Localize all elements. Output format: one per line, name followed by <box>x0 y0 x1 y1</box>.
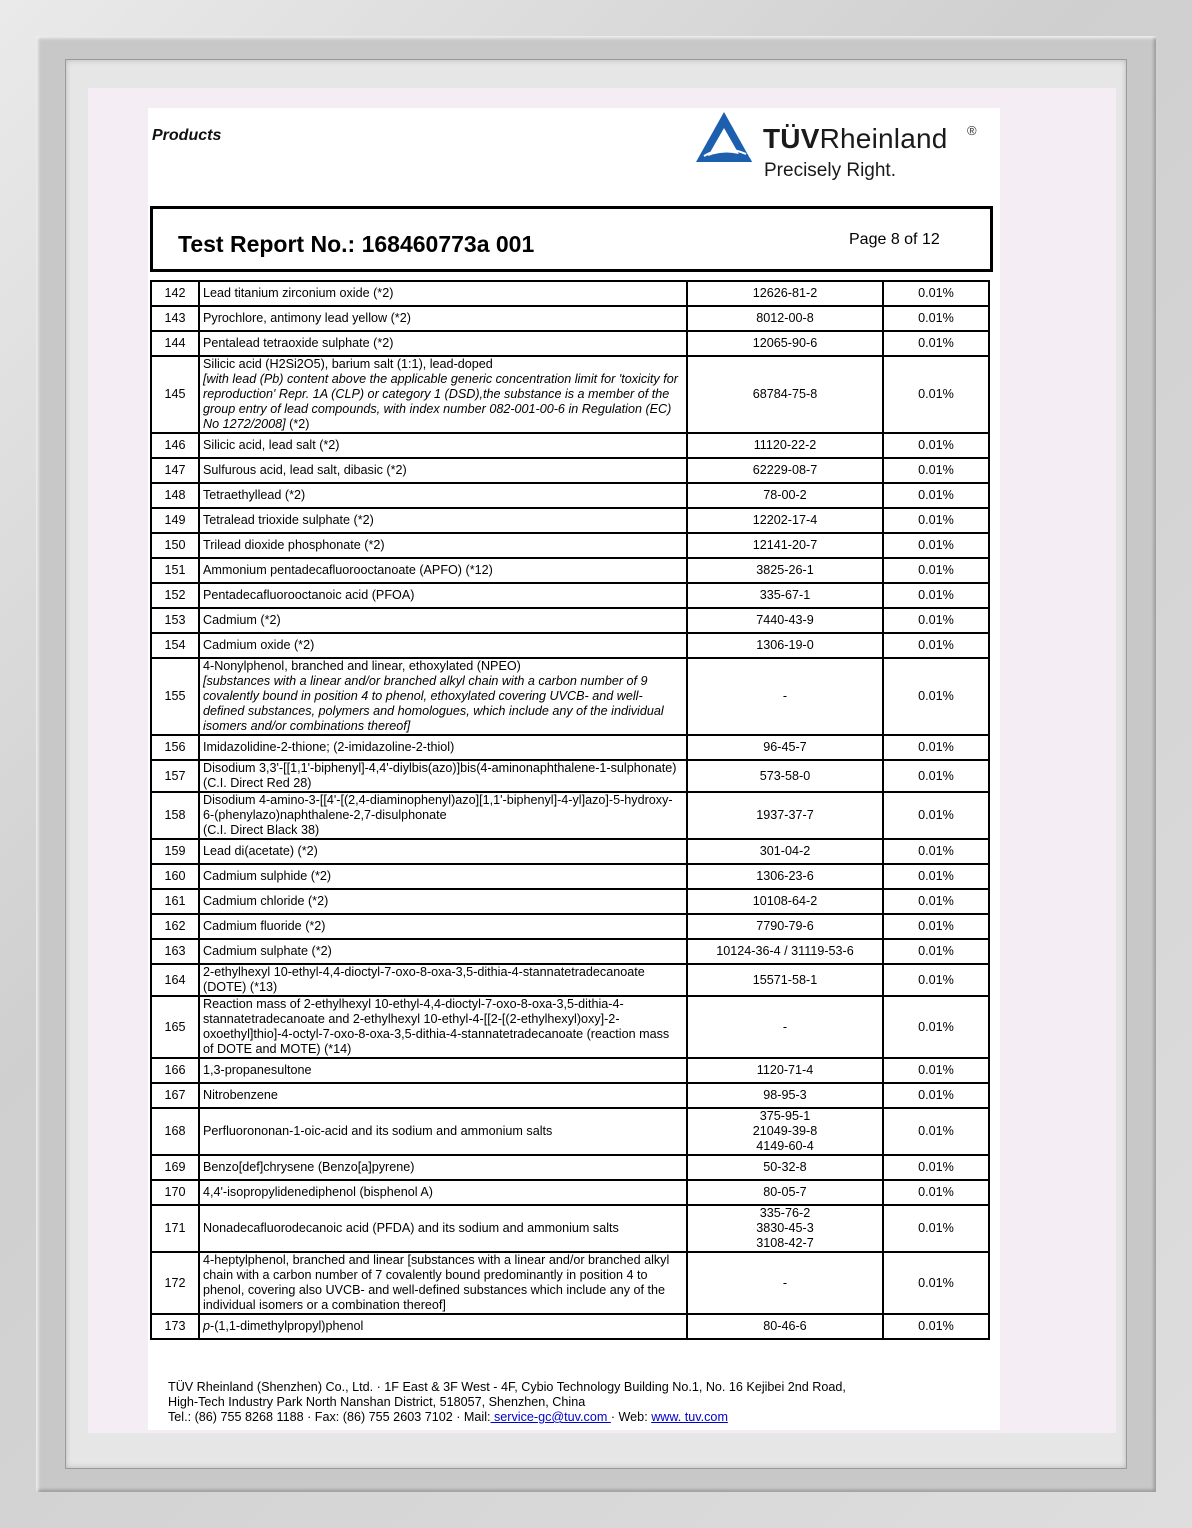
row-number: 146 <box>151 433 199 458</box>
limit-value: 0.01% <box>883 608 989 633</box>
row-number: 157 <box>151 760 199 792</box>
cas-number: 12065-90-6 <box>687 331 883 356</box>
table-row <box>151 1083 989 1108</box>
substance-name: Silicic acid, lead salt (*2) <box>199 433 687 458</box>
row-number: 145 <box>151 356 199 433</box>
substance-name: 2-ethylhexyl 10-ethyl-4,4-dioctyl-7-oxo-8-oxa-3,5-dithia-4-stannatetradecanoate (DOTE) (*13) <box>199 964 687 996</box>
limit-value: 0.01% <box>883 331 989 356</box>
substance-name: Trilead dioxide phosphonate (*2) <box>199 533 687 558</box>
cas-number: 1306-19-0 <box>687 633 883 658</box>
cas-number: 573-58-0 <box>687 760 883 792</box>
web-link[interactable]: www. tuv.com <box>651 1410 728 1424</box>
row-number: 143 <box>151 306 199 331</box>
substance-name: 4-heptylphenol, branched and linear [substances with a linear and/or branched alkyl chain with a carbon number of 7 covalently bound predominantly in position 4 to phenol, covering also UVCB- and well-defined substances which include any of the individual isomers or a combination thereof] <box>199 1252 687 1314</box>
cas-number: 80-05-7 <box>687 1180 883 1205</box>
row-number: 170 <box>151 1180 199 1205</box>
table-row <box>151 1155 989 1180</box>
cas-number: 10108-64-2 <box>687 889 883 914</box>
table-row <box>151 1252 989 1314</box>
table-row <box>151 839 989 864</box>
document-page <box>148 108 1000 1430</box>
cas-number: 3825-26-1 <box>687 558 883 583</box>
table-row <box>151 608 989 633</box>
row-number: 142 <box>151 281 199 306</box>
limit-value: 0.01% <box>883 1108 989 1155</box>
substance-name: 4-Nonylphenol, branched and linear, ethoxylated (NPEO) [substances with a linear and/or branched alkyl chain with a carbon number of 9 covalently bound in position 4 to phenol, ethoxylated covering UVCB- and well-defined substances, polymers and homologues, which include any of the individual isomers and/or combinations thereof] <box>199 658 687 735</box>
cas-number: 12141-20-7 <box>687 533 883 558</box>
substance-name: Imidazolidine-2-thione; (2-imidazoline-2-thiol) <box>199 735 687 760</box>
substance-name: Pyrochlore, antimony lead yellow (*2) <box>199 306 687 331</box>
cas-number: 8012-00-8 <box>687 306 883 331</box>
substance-name: p-(1,1-dimethylpropyl)phenol <box>199 1314 687 1339</box>
limit-value: 0.01% <box>883 458 989 483</box>
substance-name: Lead titanium zirconium oxide (*2) <box>199 281 687 306</box>
limit-value: 0.01% <box>883 792 989 839</box>
limit-value: 0.01% <box>883 964 989 996</box>
cas-number: 301-04-2 <box>687 839 883 864</box>
table-row <box>151 558 989 583</box>
table-row <box>151 583 989 608</box>
substance-name: Tetraethyllead (*2) <box>199 483 687 508</box>
substance-name: Tetralead trioxide sulphate (*2) <box>199 508 687 533</box>
table-row <box>151 996 989 1058</box>
row-number: 147 <box>151 458 199 483</box>
table-row <box>151 889 989 914</box>
substance-name: Disodium 4-amino-3-[[4'-[(2,4-diaminophenyl)azo][1,1'-biphenyl]-4-yl]azo]-5-hydroxy-6-(phenylazo)naphthalene-2,7-disulphonate (C.I. Direct Black 38) <box>199 792 687 839</box>
table-row <box>151 633 989 658</box>
cas-number: 78-00-2 <box>687 483 883 508</box>
substance-name: 1,3-propanesultone <box>199 1058 687 1083</box>
row-number: 169 <box>151 1155 199 1180</box>
table-row <box>151 864 989 889</box>
substance-name: Lead di(acetate) (*2) <box>199 839 687 864</box>
limit-value: 0.01% <box>883 1058 989 1083</box>
substance-name: Cadmium (*2) <box>199 608 687 633</box>
cas-number: 10124-36-4 / 31119-53-6 <box>687 939 883 964</box>
cas-number: - <box>687 996 883 1058</box>
cas-number: 1306-23-6 <box>687 864 883 889</box>
substance-name: Reaction mass of 2-ethylhexyl 10-ethyl-4,4-dioctyl-7-oxo-8-oxa-3,5-dithia-4-stannatetradecanoate and 2-ethylhexyl 10-ethyl-4-[[2-[(2-ethylhexyl)oxy]-2-oxoethyl]thio]-4-octyl-7-oxo-8-oxa-3,5-dithia-4-stannatetradecanoate (reaction mass of DOTE and MOTE) (*14) <box>199 996 687 1058</box>
table-row <box>151 433 989 458</box>
limit-value: 0.01% <box>883 1252 989 1314</box>
row-number: 158 <box>151 792 199 839</box>
cas-number: 98-95-3 <box>687 1083 883 1108</box>
limit-value: 0.01% <box>883 306 989 331</box>
cas-number: 80-46-6 <box>687 1314 883 1339</box>
row-number: 154 <box>151 633 199 658</box>
row-number: 163 <box>151 939 199 964</box>
logo-tagline: Precisely Right. <box>764 160 896 181</box>
substance-name: Disodium 3,3'-[[1,1'-biphenyl]-4,4'-diylbis(azo)]bis(4-aminonaphthalene-1-sulphonate) (C.I. Direct Red 28) <box>199 760 687 792</box>
cas-number: 50-32-8 <box>687 1155 883 1180</box>
table-row <box>151 1205 989 1252</box>
row-number: 165 <box>151 996 199 1058</box>
table-row <box>151 792 989 839</box>
section-label: Products <box>152 127 222 144</box>
substance-name: Nitrobenzene <box>199 1083 687 1108</box>
table-row <box>151 533 989 558</box>
cas-number: 1937-37-7 <box>687 792 883 839</box>
limit-value: 0.01% <box>883 996 989 1058</box>
row-number: 168 <box>151 1108 199 1155</box>
table-row <box>151 760 989 792</box>
substance-name: Perfluorononan-1-oic-acid and its sodium and ammonium salts <box>199 1108 687 1155</box>
tuv-triangle-icon <box>694 110 754 170</box>
row-number: 153 <box>151 608 199 633</box>
row-number: 148 <box>151 483 199 508</box>
limit-value: 0.01% <box>883 839 989 864</box>
table-row <box>151 356 989 433</box>
substance-table <box>150 280 990 1340</box>
cas-number: 96-45-7 <box>687 735 883 760</box>
substance-name: Cadmium chloride (*2) <box>199 889 687 914</box>
table-row <box>151 483 989 508</box>
table-row <box>151 1058 989 1083</box>
report-title: Test Report No.: 168460773a 001 <box>178 231 535 257</box>
row-number: 159 <box>151 839 199 864</box>
limit-value: 0.01% <box>883 1314 989 1339</box>
limit-value: 0.01% <box>883 281 989 306</box>
table-row <box>151 1314 989 1339</box>
page-footer <box>168 1380 846 1425</box>
row-number: 171 <box>151 1205 199 1252</box>
limit-value: 0.01% <box>883 735 989 760</box>
limit-value: 0.01% <box>883 508 989 533</box>
substance-name: 4,4'-isopropylidenediphenol (bisphenol A) <box>199 1180 687 1205</box>
limit-value: 0.01% <box>883 356 989 433</box>
substance-name: Nonadecafluorodecanoic acid (PFDA) and its sodium and ammonium salts <box>199 1205 687 1252</box>
cas-number: 15571-58-1 <box>687 964 883 996</box>
cas-number: 12202-17-4 <box>687 508 883 533</box>
page-number: Page 8 of 12 <box>849 231 940 248</box>
row-number: 144 <box>151 331 199 356</box>
substance-name: Pentadecafluorooctanoic acid (PFOA) <box>199 583 687 608</box>
cas-number: - <box>687 1252 883 1314</box>
table-row <box>151 939 989 964</box>
cas-number: 68784-75-8 <box>687 356 883 433</box>
row-number: 172 <box>151 1252 199 1314</box>
limit-value: 0.01% <box>883 760 989 792</box>
substance-name: Pentalead tetraoxide sulphate (*2) <box>199 331 687 356</box>
limit-value: 0.01% <box>883 1155 989 1180</box>
cas-number: 7790-79-6 <box>687 914 883 939</box>
substance-name: Cadmium oxide (*2) <box>199 633 687 658</box>
cas-number: 335-67-1 <box>687 583 883 608</box>
substance-name: Benzo[def]chrysene (Benzo[a]pyrene) <box>199 1155 687 1180</box>
substance-name: Cadmium fluoride (*2) <box>199 914 687 939</box>
row-number: 151 <box>151 558 199 583</box>
limit-value: 0.01% <box>883 483 989 508</box>
row-number: 173 <box>151 1314 199 1339</box>
table-row <box>151 964 989 996</box>
limit-value: 0.01% <box>883 889 989 914</box>
limit-value: 0.01% <box>883 1083 989 1108</box>
row-number: 152 <box>151 583 199 608</box>
footer-address-line1: TÜV Rheinland (Shenzhen) Co., Ltd. · 1F East & 3F West - 4F, Cybio Technology Building No.1, No. 16 Kejibei 2nd Road, <box>168 1380 846 1394</box>
table-row <box>151 1180 989 1205</box>
cas-number: 7440-43-9 <box>687 608 883 633</box>
tuv-logo <box>692 108 992 188</box>
table-row <box>151 508 989 533</box>
limit-value: 0.01% <box>883 558 989 583</box>
cas-number: 62229-08-7 <box>687 458 883 483</box>
cas-number: 1120-71-4 <box>687 1058 883 1083</box>
row-number: 156 <box>151 735 199 760</box>
row-number: 162 <box>151 914 199 939</box>
row-number: 160 <box>151 864 199 889</box>
limit-value: 0.01% <box>883 1180 989 1205</box>
row-number: 149 <box>151 508 199 533</box>
limit-value: 0.01% <box>883 533 989 558</box>
logo-wordmark: TÜVRheinland <box>763 123 948 154</box>
cas-number: - <box>687 658 883 735</box>
limit-value: 0.01% <box>883 939 989 964</box>
row-number: 161 <box>151 889 199 914</box>
table-row <box>151 914 989 939</box>
table-row <box>151 281 989 306</box>
row-number: 155 <box>151 658 199 735</box>
footer-contact-line: Tel.: (86) 755 8268 1188 · Fax: (86) 755 2603 7102 · Mail: service-gc@tuv.com · Web: www. tuv.com <box>168 1410 728 1424</box>
table-row <box>151 458 989 483</box>
limit-value: 0.01% <box>883 583 989 608</box>
mail-link[interactable]: service-gc@tuv.com <box>490 1410 611 1424</box>
cas-number: 11120-22-2 <box>687 433 883 458</box>
footer-address-line2: High-Tech Industry Park North Nanshan District, 518057, Shenzhen, China <box>168 1395 586 1409</box>
substance-name: Cadmium sulphide (*2) <box>199 864 687 889</box>
table-row <box>151 1108 989 1155</box>
registered-mark: ® <box>967 123 977 138</box>
table-row <box>151 735 989 760</box>
limit-value: 0.01% <box>883 864 989 889</box>
substance-name: Silicic acid (H2Si2O5), barium salt (1:1), lead-doped [with lead (Pb) content above the applicable generic concentration limit for 'toxicity for reproduction' Repr. 1A (CLP) or category 1 (DSD),the substance is a member of the group entry of lead compounds, with index number 082-001-00-6 in Regulation (EC) No 1272/2008] (*2) <box>199 356 687 433</box>
cas-number: 335-76-2 3830-45-3 3108-42-7 <box>687 1205 883 1252</box>
substance-name: Cadmium sulphate (*2) <box>199 939 687 964</box>
table-row <box>151 658 989 735</box>
row-number: 164 <box>151 964 199 996</box>
substance-name: Sulfurous acid, lead salt, dibasic (*2) <box>199 458 687 483</box>
limit-value: 0.01% <box>883 633 989 658</box>
substance-name: Ammonium pentadecafluorooctanoate (APFO) (*12) <box>199 558 687 583</box>
cas-number: 12626-81-2 <box>687 281 883 306</box>
row-number: 150 <box>151 533 199 558</box>
limit-value: 0.01% <box>883 1205 989 1252</box>
limit-value: 0.01% <box>883 914 989 939</box>
row-number: 167 <box>151 1083 199 1108</box>
report-header-box <box>150 206 993 272</box>
row-number: 166 <box>151 1058 199 1083</box>
limit-value: 0.01% <box>883 658 989 735</box>
limit-value: 0.01% <box>883 433 989 458</box>
table-row <box>151 306 989 331</box>
cas-number: 375-95-1 21049-39-8 4149-60-4 <box>687 1108 883 1155</box>
table-row <box>151 331 989 356</box>
